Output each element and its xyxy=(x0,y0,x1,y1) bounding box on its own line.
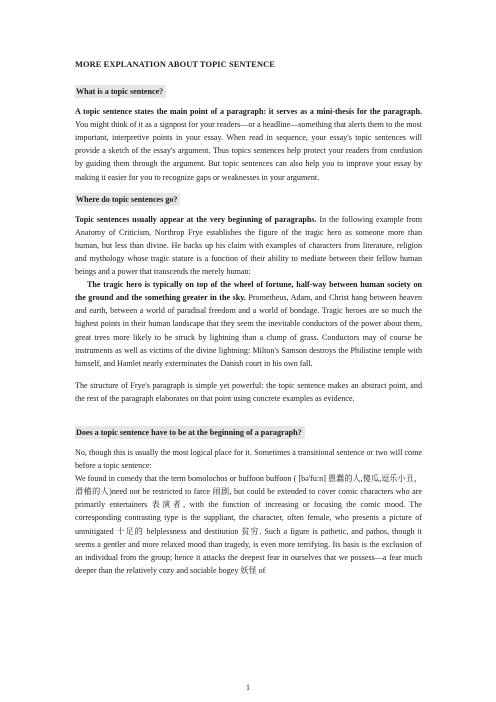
paragraph: The structure of Frye's paragraph is simple yet powerful: the topic sentence makes an abstract point, and the rest of the paragraph elaborates on that point using concrete examples as evidence. xyxy=(75,380,422,403)
section-what-is xyxy=(75,85,422,184)
block-quote xyxy=(75,278,422,370)
paragraph-lead: Topic sentences usually appear at the very beginning of paragraphs. xyxy=(75,214,317,224)
paragraph xyxy=(75,105,422,184)
paragraph-text: You might think of it as a signpost for your readers—or a headline—something that alerts them to the most important, interpretive points in your essay. When read in sequence, your essay's topic sentences will provide a sketch of the essay's argument. Thus topics sentences help protect your readers from confusion by guiding them through the argument. But topic sentences can also help you to improve your essay by making it easier for you to recognize gaps or weaknesses in your argument. xyxy=(75,120,422,182)
spacer xyxy=(75,414,422,426)
section-where xyxy=(75,193,422,405)
section-beginning xyxy=(75,426,422,577)
quote-lead: The tragic hero is typically on top of the wheel of fortune, half-way between human society on the ground and the something greater in the sky. xyxy=(75,280,422,303)
section-heading: Does a topic sentence have to be at the beginning of a paragraph? xyxy=(75,426,305,439)
section-heading: Where do topic sentences go? xyxy=(75,193,180,206)
paragraph xyxy=(75,213,422,278)
paragraph-lead: A topic sentence states the main point of a paragraph: it serves as a mini-thesis for the paragraph. xyxy=(75,107,422,117)
document-body xyxy=(75,58,422,586)
paragraph: No, though this is usually the most logical place for it. Sometimes a transitional sentence or two will come before a topic sentence: xyxy=(75,447,422,471)
quote-text: Prometheus, Adam, and Christ hang between heaven and earth, between a world of paradisal freedom and a world of bondage. Tragic heroes are so much the highest points in their human landscape that they seem the inevitable conductors of the power about them, great trees more likely to be struck by lightning than a clump of grass. Conductors may of course be instruments as well as victims of the divine lightning: Milton's Samson destroys the Philistine temple with himself, and Hamlet nearly exterminates the Danish court in his own fall. xyxy=(75,293,422,368)
section-heading: What is a topic sentence? xyxy=(75,85,166,98)
paragraph-text: In the following example from Anatomy of Criticism, Northrop Frye establishes the figure of the tragic hero as someone more than human, but less than divine. He backs up his claim with examples of characters from literature, religion and mythology whose tragic stature is a function of their ability to mediate between their fellow human beings and a power that transcends the merely human: xyxy=(75,214,422,277)
example-paragraph: We found in comedy that the term bomolochos or buffoon buffoon ( [bə'fuːn] 愚蠢的人,傻瓜,逗乐小丑，滑稽的人)need not be restricted to farce 闹剧, but could be extended to cover comic characters who are primarily entertainers 表演者, with the function of increasing or focusing the comic mood. The corresponding contrasting type is the suppliant, the character, often female, who presents a picture of unmitigated 十足的 helplessness and destitution 贫穷. Such a figure is pathetic, and pathos, though it seems a gentler and more relaxed mood than tragedy, is even more terrifying. Its basis is the exclusion of an individual from the group; hence it attacks the deepest fear in ourselves that we possess—a fear much deeper than the relatively cozy and sociable bogey 妖怪 of xyxy=(75,474,422,575)
page-number: 1 xyxy=(246,683,250,692)
document-title: MORE EXPLANATION ABOUT TOPIC SENTENCE xyxy=(75,60,275,69)
